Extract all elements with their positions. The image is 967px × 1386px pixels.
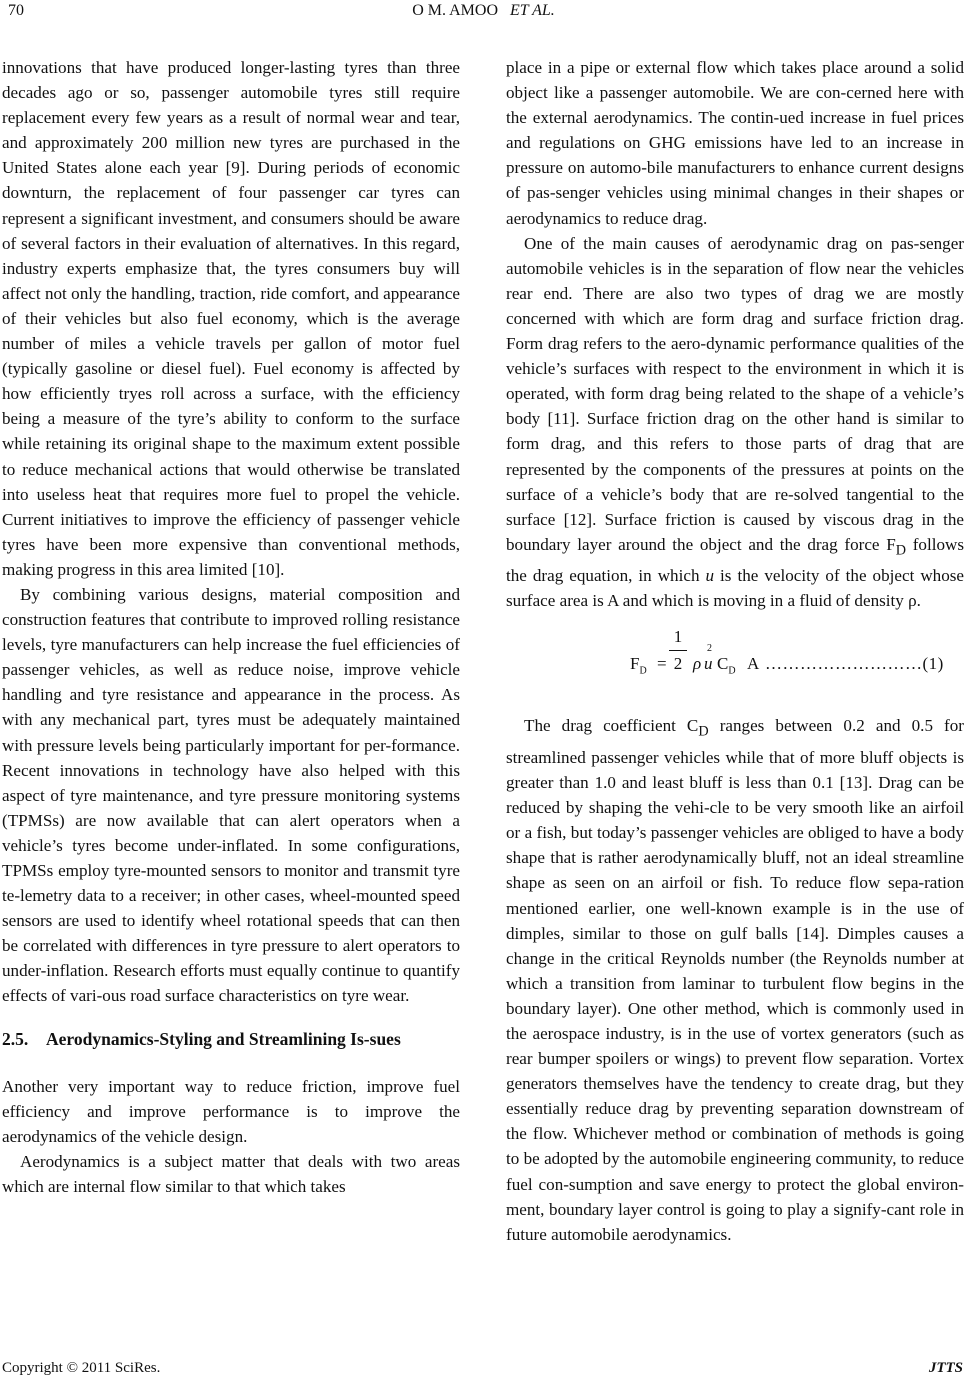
journal-name: JTTS (928, 1360, 963, 1376)
left-column (2, 55, 460, 1199)
paragraph: By combining various designs, material composition and construction features that contribute to improved rolling resistance levels, tyre manufacturers can help increase the fuel efficiencies of passenger vehicles, as well as reduce noise, improve vehicle handling and tyre resistance and appearance in the process. As with any mechanical part, tyres must be adequately maintained with pressure levels being particularly important for per-formance. Recent innovations in technology have also helped with this aspect of tyre maintenance, and tyre pressure monitoring systems (TPMSs) are now available that can alert operators when a vehicle’s tyres become under-inflated. In some configurations, TPMSs employ tyre-mounted sensors to monitor and transmit tyre te-lemetry data to a receiver; in other cases, wheel-mounted speed sensors are used to identify wheel rotational speeds that can then be correlated with differences in tyre pressure to alert operators to under-inflation. Research efforts must equally continue to quantify effects of vari-ous road surface characteristics on tyre wear. (2, 584, 460, 1006)
fraction-numerator: 1 (673, 627, 683, 647)
paragraph (506, 713, 964, 1246)
equation-number: ………………………(1) (765, 654, 944, 674)
author-main: O M. AMOO (412, 2, 499, 19)
paragraph: place in a pipe or external flow which takes place around a solid object like a passenger automobile. We are con-cerned here with the external aerodynamics. The contin-ued increase in fuel prices and regulations on GHG emissions have led to an increase in pressure on automo-bile manufacturers to enhance current designs of pas-senger vehicles using minimal changes in their shapes or aerodynamics to reduce drag. (506, 58, 964, 228)
page-footer (0, 1356, 967, 1386)
author-etal: ET AL. (510, 2, 555, 19)
equation-coefficient: $C_D$ (717, 654, 736, 677)
running-header (0, 0, 967, 40)
equation-fraction (669, 627, 687, 674)
equation-equals: = (657, 654, 667, 674)
subscript: D (698, 723, 709, 740)
variable-u: u (705, 566, 715, 586)
section-number: 2.5. (2, 1028, 29, 1049)
right-column (506, 55, 964, 1247)
paragraph: innovations that have produced longer-lasting tyres than three decades ago or so, passenger automobile tyres still require replacement every few years as a result of normal wear and tear, and approximately 200 million new tyres are purchased in the United States alone each year [9]. During periods of economic downturn, the replacement of four passenger car tyres can represent a significant investment, and consumers should be aware of several factors in their evaluation of alternatives. In this regard, industry experts emphasize that, the tyres consumers buy will affect not only the handling, traction, ride comfort, and appearance of their vehicles but also fuel economy, which is the average number of miles a vehicle travels per gallon of motor fuel (typically gasoline or diesel fuel). Fuel economy is affected by how efficiently tryes roll across a surface, with the efficiency being a measure of the tyre’s ability to conform to the surface while retaining its original shape to the maximum extent possible to reduce mechanical actions that would otherwise be translated into useless heat that requires more fuel to propel the vehicle. Current initiatives to improve the efficiency of passenger vehicle tyres have been more expensive than conventional methods, making progress in this area limited [10]. (2, 58, 460, 579)
section-heading (2, 1027, 460, 1052)
equation-area: A (747, 654, 760, 674)
text-run: is the velocity of the object whose surface area is A and which is moving in a fluid of density ρ. (506, 566, 965, 611)
paragraph: Another very important way to reduce friction, improve fuel efficiency and improve performance is to improve the aerodynamics of the vehicle design. (2, 1076, 460, 1146)
running-authors (0, 2, 967, 20)
equation-u: u (704, 654, 713, 674)
equation-rho: ρ (693, 654, 702, 674)
text-run: One of the main causes of aerodynamic drag on pas-senger automobile vehicles is in the separation of flow near the vehicles rear end. There are also two types of drag we are mostly concerned with which are form drag and surface friction drag. Form drag refers to the aero-dynamic performance qualities of the vehicle’s surfaces with respect to the environment in which it is operated, with form drag being related to the shape of a vehicle’s body [11]. Surface friction drag on the other hand is similar to form drag, and this refers to those parts of drag that are represented by the components of the pressures at points on the surface of a vehicle’s body that are re-solved tangential to the surface [12]. Surface friction is caused by viscous drag in the boundary layer around the object and the drag force F (506, 233, 964, 554)
paragraph: Aerodynamics is a subject matter that deals with two areas which are internal flow similar to that which takes (2, 1151, 460, 1196)
fraction-denominator: 2 (673, 654, 683, 674)
text-run: follows the drag equation, in which (506, 534, 964, 586)
subscript: D (895, 542, 906, 559)
page-number: 70 (8, 2, 24, 19)
section-title: Aerodynamics-Styling and Streamlining Is-sues (46, 1028, 401, 1049)
fraction-bar (669, 650, 687, 651)
text-run: ranges between 0.2 and 0.5 for streamlined passenger vehicles while that of more bluff objects is greater than 1.0 and least bluff is less than 0.1 [13]. Drag can be reduced by shaping the vehi-cle to be very smooth like an airfoil or a fish, but today’s passenger vehicles are obliged to have a body shape that is rather aerodynamically bluff, not an ideal streamline shape as seen on an airfoil or fish. To reduce flow sepa-ration mentioned earlier, one well-known example is in the use of dimples, similar to those on gulf balls [14]. Dimples causes a change in the critical Reynolds number (the Reynolds number at which a transition from laminar to turbulent flow begins in the boundary layer). One other method, which is commonly used in the aerospace industry, is in the use of vortex generators (such as rear bumper spoilers or wings) to prevent flow separation. Vortex generators themselves have the tendency to create drag, but they essentially reduce drag by preventing separation downstream of the flow. Whichever method or combination of methods is going to be adopted by the automobile engineering community, to reduce fuel con-sumption and save energy to protect the global environ-ment, boundary layer control is going to play a signify-cant role in future automobile aerodynamics. (506, 716, 964, 1244)
copyright-notice: Copyright © 2011 SciRes. (2, 1360, 161, 1376)
equation-lhs: $F_D$ (630, 654, 647, 677)
paragraph (506, 231, 964, 614)
text-run: The drag coefficient C (524, 716, 699, 736)
equation-exponent: 2 (707, 643, 712, 655)
drag-equation (506, 621, 964, 703)
